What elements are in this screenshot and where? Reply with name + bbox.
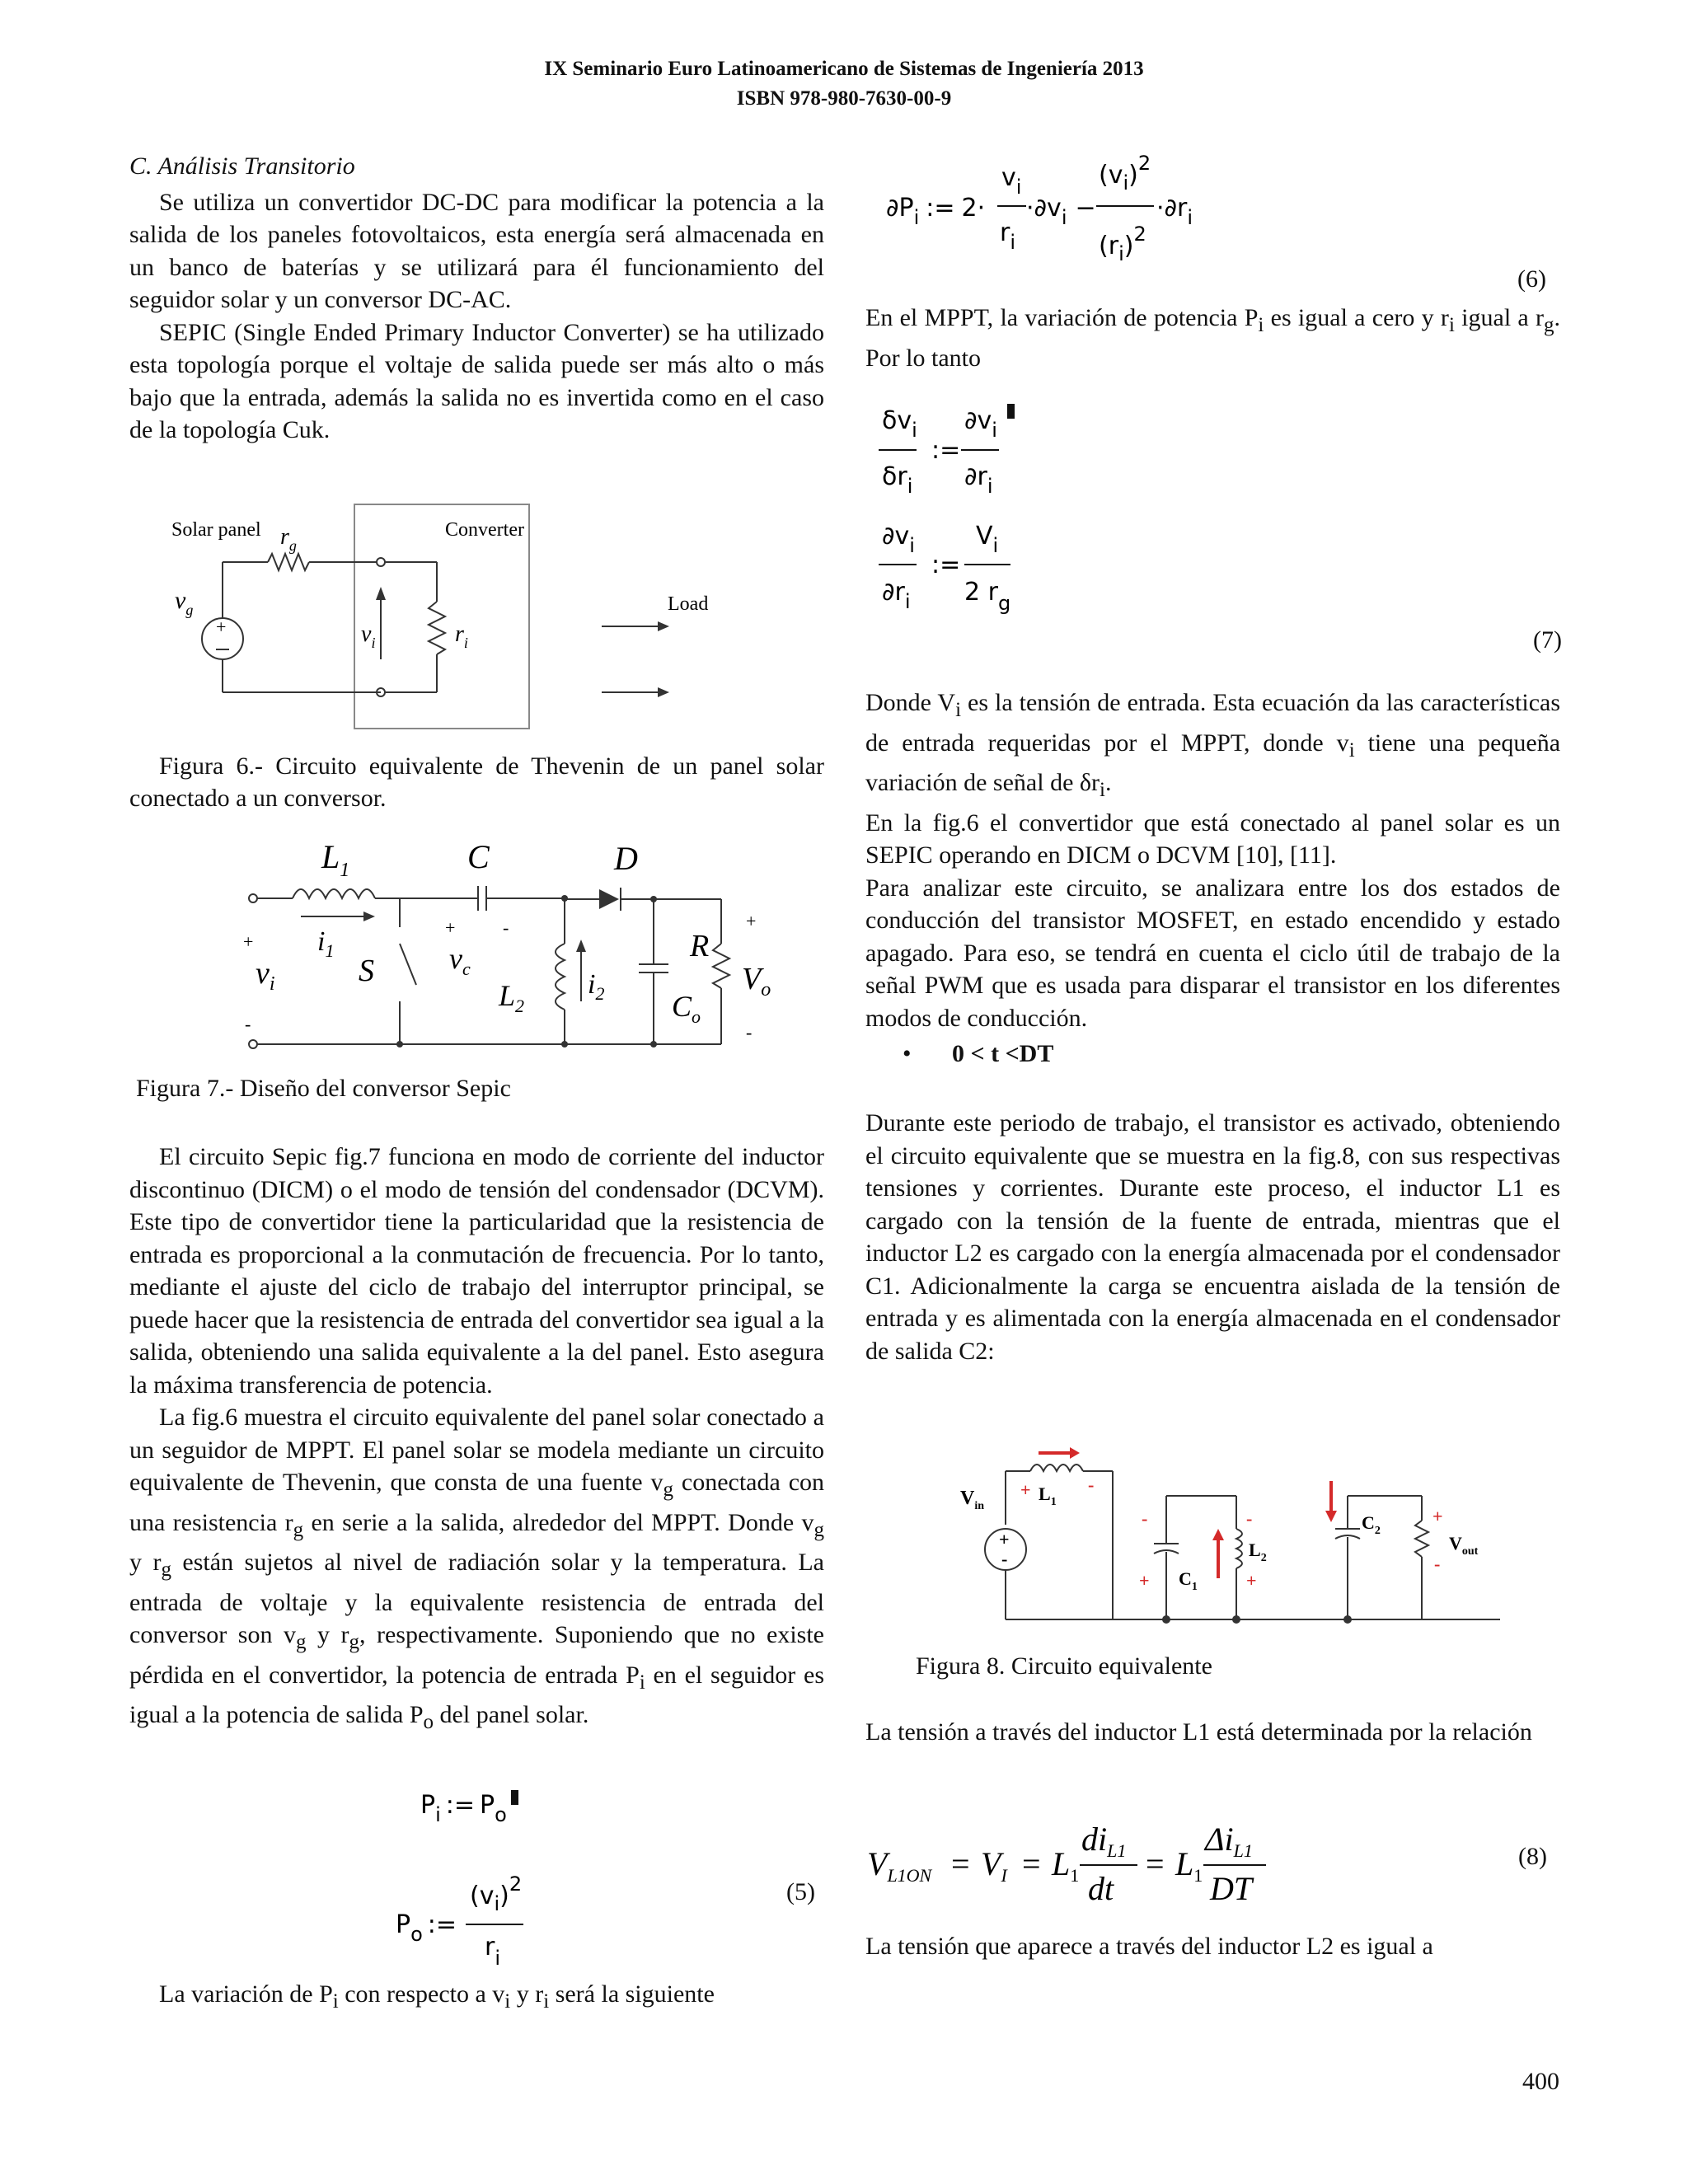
conference-title: IX Seminario Euro Latinoamericano de Sistemas de Ingeniería 2013 bbox=[544, 58, 1144, 80]
svg-text:i2: $i_2$ bbox=[588, 969, 605, 1004]
rg-resistor-icon bbox=[268, 554, 309, 570]
figure-7-caption: Figura 7.- Diseño del conversor Sepic bbox=[136, 1075, 511, 1102]
paragraph-9: Para analizar este circuito, se analizara entre los dos estados de conducción del transistor MOSFET, en estado encendido y estado apagado. Para eso, se tendrá en cuenta el ciclo útil de trabajo de la señal PWM que es usada para disparar el transistor en los diferentes modos de conducción. bbox=[865, 874, 1560, 1032]
svg-text:L1: $L_1$ bbox=[1052, 1845, 1080, 1886]
svg-text:vi: $v_i$ bbox=[361, 621, 376, 651]
svg-text:-: - bbox=[1001, 1549, 1008, 1569]
svg-text:vi: $v_i$ bbox=[1001, 163, 1022, 199]
i2-arrow-icon bbox=[576, 940, 586, 952]
svg-text:·∂ri: $\cdot\partial r_i$ bbox=[1156, 194, 1193, 229]
svg-text:Pi:=Po: $P_i$ := $P_o$ bbox=[420, 1791, 507, 1826]
figure-6-thevenin-circuit bbox=[165, 503, 709, 733]
svg-text:Vout: $V_{out}$ bbox=[1449, 1533, 1479, 1558]
L1-inductor-icon bbox=[293, 889, 375, 898]
load-arrow-icon bbox=[658, 621, 669, 631]
svg-text:vc: $v_c$ bbox=[449, 942, 471, 979]
svg-text:+: + bbox=[445, 917, 456, 938]
paragraph-5: La variación de $P_i$ con respecto a $v_i$ y $r_i$ será la siguiente bbox=[159, 1980, 715, 2013]
i1-arrow-icon bbox=[363, 912, 375, 921]
svg-text:∂vi: $\partial v_i$ bbox=[882, 522, 915, 557]
paragraph-1: Se utiliza un convertidor DC-DC para modificar la potencia a la salida de los paneles fotovoltaicos, esta energía será almacenada en un banco de baterías y se utilizará para él funcionamiento del seguidor solar y un conversor DC-AC. bbox=[129, 188, 824, 313]
paragraph-7: Donde $V_i$ es la tensión de entrada. Esta ecuación da las características de entrada requeridas por el MPPT, donde $v_i$ tiene una pequeña variación de señal de $\delta r_i$. bbox=[865, 689, 1561, 801]
svg-text:diL1: $di_{L1}$ bbox=[1081, 1821, 1127, 1861]
paragraph-2: SEPIC (Single Ended Primary Inductor Converter) se ha utilizado esta topología porque el voltaje de salida puede ser más alto o más bajo que la entrada, además la salida no es invertida como en el caso de la topología Cuk. bbox=[129, 318, 824, 443]
eq6-number: (6) bbox=[1517, 265, 1546, 293]
source-plus: + bbox=[216, 616, 227, 637]
svg-text:∂ri: $\partial r_i$ bbox=[882, 578, 911, 613]
svg-text:(ri)2: $(r_i)^2$ bbox=[1099, 223, 1146, 265]
svg-text:vg: $v_g$ bbox=[175, 587, 194, 618]
svg-text:VL1ON: $V_{L1ON}$ bbox=[867, 1845, 932, 1886]
section-title: C. Análisis Transitorio bbox=[129, 152, 355, 180]
svg-text:+: + bbox=[1020, 1479, 1031, 1500]
svg-text:VI: $V_I$ bbox=[981, 1845, 1007, 1886]
svg-text:L1: $L_1$ bbox=[1039, 1483, 1057, 1508]
svg-text:R: R bbox=[690, 929, 710, 963]
figure-6-caption: Figura 6.- Circuito equivalente de Thevenin de un panel solar conectado a un conversor. bbox=[129, 752, 824, 812]
svg-text:i1: $i_1$ bbox=[317, 926, 335, 961]
eq7-number: (7) bbox=[1533, 626, 1562, 654]
svg-text:L2: $L_2$ bbox=[499, 979, 525, 1016]
svg-text:ri: $r_i$ bbox=[455, 621, 468, 651]
svg-text:+: + bbox=[1246, 1570, 1257, 1591]
svg-text:-: - bbox=[1246, 1508, 1253, 1529]
R-resistor-icon bbox=[713, 944, 729, 988]
svg-text:-: - bbox=[245, 1014, 251, 1034]
svg-text:C1: $C_1$ bbox=[1179, 1568, 1198, 1593]
paragraph-3: El circuito Sepic fig.7 funciona en modo de corriente del inductor discontinuo (DICM) o el modo de tensión del condensador (DCVM). Este tipo de convertidor tiene la particularidad que la resistencia de entrada es proporcional a la conmutación de frecuencia. Por lo tanto, mediante el ajuste del ciclo de trabajo del interruptor principal, se puede hacer que la resistencia de entrada del convertidor sea igual a la salida, obteniendo una salida equivalente a la del panel. Esto asegura la máxima transferencia de potencia. bbox=[129, 1143, 824, 1399]
svg-text:=: = bbox=[951, 1845, 970, 1882]
svg-text:+: + bbox=[1139, 1570, 1150, 1591]
svg-text:L1: $L_1$ bbox=[1175, 1845, 1203, 1886]
vi-arrow-icon bbox=[376, 587, 386, 600]
figure-7-sepic-circuit bbox=[235, 837, 795, 1059]
svg-text:δvi: $\delta v_i$ bbox=[882, 406, 917, 442]
paragraph-12: La tensión que aparece a través del inductor L2 es igual a bbox=[865, 1933, 1433, 1960]
right-column-middle bbox=[865, 687, 1560, 1034]
svg-text:-: - bbox=[1142, 1508, 1148, 1529]
svg-text:rg: $r_g$ bbox=[280, 524, 297, 554]
solar-panel-label: Solar panel bbox=[171, 519, 261, 541]
svg-text:L2: $L_2$ bbox=[1249, 1540, 1267, 1564]
svg-text:S: S bbox=[359, 954, 374, 988]
isbn: ISBN 978-980-7630-00-9 bbox=[736, 87, 952, 110]
svg-text:DT: DT bbox=[1210, 1870, 1253, 1907]
svg-text:Vin: $V_{in}$ bbox=[960, 1488, 985, 1512]
svg-text:C: C bbox=[467, 838, 490, 875]
eq5-number: (5) bbox=[786, 1878, 815, 1905]
L1-current-arrow-icon bbox=[1070, 1447, 1080, 1459]
figure-8-equivalent-circuit bbox=[956, 1446, 1500, 1632]
paragraph-4: La fig.6 muestra el circuito equivalente del panel solar conectado a un seguidor de MPPT. El panel solar se modela mediante un circuito equivalente de Thevenin, que consta de una fuente $v_g$ conectada con una resistencia $r_g$ en serie a la salida, alrededor del MPPT. Donde $v_g$ y $r_g$ están sujetos al nivel de radiación solar y la temperatura. La entrada de voltaje y la equivalente resistencia de entrada del conversor son $v_g$ y $r_g$, respectivamente. Suponiendo que no existe pérdida en el convertidor, la potencia de entrada $P_i$ en el seguidor es igual a la potencia de salida $P_o$ del panel solar. bbox=[129, 1404, 825, 1733]
L1-inductor-icon bbox=[1030, 1465, 1083, 1471]
svg-text::=: := bbox=[931, 551, 961, 579]
L2-current-arrow-icon bbox=[1212, 1529, 1224, 1540]
svg-text:ri: $r_i$ bbox=[485, 1933, 501, 1970]
svg-text:·∂vi−: $\cdot\partial v_i$ − bbox=[1026, 194, 1096, 229]
svg-text:-: - bbox=[1434, 1554, 1441, 1574]
svg-text:∂ri: $\partial r_i$ bbox=[964, 462, 993, 498]
svg-text:vi: $v_i$ bbox=[256, 956, 275, 995]
C2-current-arrow-icon bbox=[1325, 1511, 1337, 1522]
equation-6 bbox=[878, 148, 1224, 280]
bullet-icon: • bbox=[903, 1040, 912, 1067]
L2-inductor-icon bbox=[1236, 1529, 1242, 1568]
equation-8 bbox=[865, 1817, 1327, 1908]
svg-text:2 rg: 2 $r_g$ bbox=[964, 578, 1011, 615]
paragraph-11: La tensión a través del inductor L1 está determinada por la relación bbox=[865, 1718, 1532, 1746]
svg-text::=: := bbox=[931, 436, 961, 465]
page-number: 400 bbox=[1522, 2068, 1559, 2095]
L2-inductor-icon bbox=[556, 944, 565, 1010]
svg-text:Vo: $V_o$ bbox=[742, 962, 771, 1001]
svg-text:+: + bbox=[243, 931, 254, 952]
svg-text:D: D bbox=[614, 840, 638, 877]
figure-8-caption: Figura 8. Circuito equivalente bbox=[916, 1652, 1212, 1680]
svg-text:δri: $\delta r_i$ bbox=[882, 462, 913, 498]
equation-7 bbox=[874, 387, 1071, 635]
svg-text:=: = bbox=[1146, 1845, 1165, 1882]
svg-text:(vi)2: $(v_i)^2$ bbox=[1099, 152, 1151, 194]
svg-text:-: - bbox=[1088, 1474, 1095, 1495]
svg-text:dt: dt bbox=[1088, 1870, 1114, 1907]
svg-text:-: - bbox=[746, 1022, 753, 1043]
ri-resistor-icon bbox=[429, 602, 445, 654]
paragraph-6: En el MPPT, la variación de potencia $P_i$ es igual a cero y $r_i$ igual a $r_g$. Por lo tanto bbox=[865, 304, 1561, 372]
paragraph-10: Durante este periodo de trabajo, el transistor es activado, obteniendo el circuito equivalente que se muestra en la fig.8, con sus respectivas tensiones y corrientes. Durante este proceso, el inductor L1 es cargado con la tensión de la fuente de entrada, mientras que el inductor L2 es cargado con la energía almacenada por el condensador C1. Adicionalmente la carga se encuentra aislada de la tensión de entrada y es alimentada con la energía almacenada en el condensador de salida C2: bbox=[865, 1109, 1560, 1365]
svg-text:(vi)2: $(v_i)^2$ bbox=[470, 1872, 523, 1915]
svg-text:-: - bbox=[503, 917, 509, 938]
svg-text:Po:=: $P_o$ := bbox=[396, 1910, 457, 1946]
svg-text:=: = bbox=[1022, 1845, 1041, 1882]
converter-label: Converter bbox=[445, 519, 524, 541]
left-column-top bbox=[129, 150, 824, 447]
svg-text:∂Pi:=2·: $\partial P_i$ := 2· bbox=[886, 194, 986, 229]
switch-icon bbox=[400, 944, 416, 985]
left-column-bottom bbox=[129, 1141, 824, 1739]
load-resistor-icon bbox=[1415, 1521, 1428, 1557]
svg-text:+: + bbox=[1432, 1506, 1443, 1526]
equation-5 bbox=[387, 1780, 569, 1978]
eq8-number: (8) bbox=[1518, 1843, 1547, 1870]
svg-text:Vi: $V_i$ bbox=[976, 522, 999, 557]
svg-text:L1: $L_1$ bbox=[321, 838, 350, 881]
svg-text:ΔiL1: $\Delta i_{L1}$ bbox=[1205, 1821, 1253, 1861]
bullet-condition: 0 < t <DT bbox=[952, 1040, 1054, 1067]
svg-text:Co: $C_o$ bbox=[672, 990, 701, 1027]
svg-text:+: + bbox=[746, 911, 757, 931]
svg-text:∂vi: $\partial v_i$ bbox=[964, 406, 997, 442]
load-label: Load bbox=[668, 593, 709, 615]
svg-text:+: + bbox=[999, 1529, 1010, 1549]
svg-text:ri: $r_i$ bbox=[1000, 218, 1016, 254]
paragraph-8: En la fig.6 el convertidor que está conectado al panel solar es un SEPIC operando en DICM o DCVM [10], [11]. bbox=[865, 808, 1560, 869]
diode-icon bbox=[599, 889, 619, 909]
svg-text:C2: $C_2$ bbox=[1362, 1512, 1381, 1537]
